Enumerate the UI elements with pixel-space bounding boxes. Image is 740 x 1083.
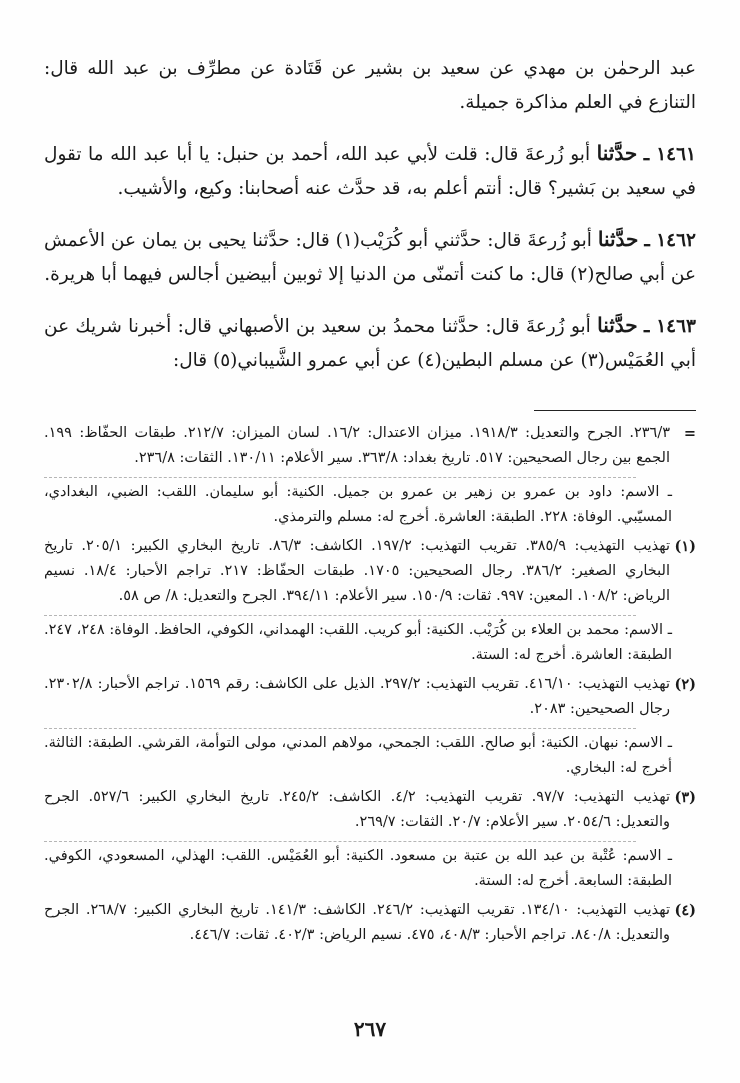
hadith-text: أبو زُرعةَ قال: قلت لأبي عبد الله، أحمد بن حنبل: يا أبا عبد الله ما تقول في سعيد بن بَشير؟ قال: أنتم أعلم به، قد حدَّث عنه أصحابنا: وكيع، والأشيب. bbox=[44, 144, 696, 199]
hadith-keyword: حدَّثنا bbox=[597, 227, 639, 251]
footnote-bio-block bbox=[44, 618, 696, 668]
page-body bbox=[44, 52, 696, 948]
footnote-bio: ـ الاسم: محمد بن العلاء بن كُرَيْب. الكنية: أبو كريب. اللقب: الهمداني، الكوفي، الحافظ. الوفاة: ٢٤٨، ٢٤٧. الطبقة: العاشرة. أخرج له: الستة. bbox=[44, 622, 672, 663]
footnote-bio-block bbox=[44, 480, 696, 530]
hadith-text: أبو زُرعةَ قال: حدَّثنا محمدُ بن سعيد بن الأصبهاني قال: أخبرنا شريك عن أبي العُمَيْس(٣) عن مسلم البطين(٤) عن أبي عمرو الشَّيباني(٥) قال: bbox=[44, 316, 696, 371]
hadith-1463 bbox=[44, 308, 696, 378]
hadith-number: ١٤٦١ ـ bbox=[643, 144, 696, 165]
footnote-refs: تهذيب التهذيب: ٤١٦/١٠. تقريب التهذيب: ٢٩٧/٢. الذيل على الكاشف: رقم ١٥٦٩. تراجم الأحبار: ٢٣٠٢/٨. رجال الصحيحين: ٢٠٨٣. bbox=[44, 676, 671, 717]
footnote-tag: (٣) bbox=[674, 789, 696, 806]
paragraph-continuation: عبد الرحمٰن بن مهدي عن سعيد بن بشير عن قَتَادة عن مطرِّف بن عبد الله قال: التنازع في العلم مذاكرة جميلة. bbox=[44, 58, 696, 113]
footnote-continued bbox=[44, 421, 696, 471]
footnote-1 bbox=[44, 534, 696, 609]
footnote-refs: ٢٣٦/٣. الجرح والتعديل: ١٩١٨/٣. ميزان الاعتدال: ١٦/٢. لسان الميزان: ٢١٢/٧. طبقات الحفّاظ: ١٩٩. الجمع بين رجال الصحيحين: ٥١٧. تاريخ بغداد: ٣٦٣/٨. سير الأعلام: ١٣٠/١١. الثقات: ٢٣٦/٨. bbox=[44, 425, 670, 466]
hadith-keyword: حدَّثنا bbox=[597, 313, 638, 337]
footnote-bio: ـ الاسم: عُتْبة بن عبد الله بن عتبة بن مسعود. الكنية: أبو العُمَيْس. اللقب: الهذلي، المسعودي، الكوفي. الطبقة: السابعة. أخرج له: الستة. bbox=[44, 848, 672, 889]
hadith-1461 bbox=[44, 136, 696, 206]
footnote-bio-block bbox=[44, 844, 696, 894]
footnote-bio: ـ الاسم: نبهان. الكنية: أبو صالح. اللقب: الجمحي، مولاهم المدني، مولى التوأمة، القرشي. الطبقة: الثالثة. أخرج له: البخاري. bbox=[44, 735, 672, 776]
hadith-text: أبو زُرعةَ قال: حدَّثني أبو كُرَيْب(١) قال: حدَّثنا يحيى بن يمان عن الأعمش عن أبي صالح(٢) قال: ما كنت أتمنّى من الدنيا إلا ثوبين أبيضين أجالس فيهما أبا هريرة. bbox=[44, 230, 696, 285]
main-text bbox=[44, 52, 696, 378]
footnote-tag: (٤) bbox=[674, 902, 696, 919]
continuation-mark: = bbox=[683, 425, 696, 442]
footnote-refs: تهذيب التهذيب: ٩٧/٧. تقريب التهذيب: ٤/٢. الكاشف: ٢٤٥/٢. تاريخ البخاري الكبير: ٥٢٧/٦. الجرح والتعديل: ٢٠٥٤/٦. سير الأعلام: ٢٠/٧. الثقات: ٢٦٩/٧. bbox=[44, 789, 670, 830]
footnote-2 bbox=[44, 672, 696, 722]
footnote-tag: (١) bbox=[674, 538, 696, 555]
footnote-refs: تهذيب التهذيب: ٣٨٥/٩. تقريب التهذيب: ١٩٧/٢. الكاشف: ٨٦/٣. تاريخ البخاري الكبير: ٢٠٥/١. تاريخ البخاري الصغير: ٣٨٦/٢. رجال الصحيحين: ١٧٠٥. طبقات الحفّاظ: ٢١٧. تراجم الأحبار: ١٨/٤. نسيم الرياض: ١٠٨/٢. المعين: ٩٩٧. ثقات: ١٥٠/٩. سير الأعلام: ٣٩٤/١١. الجرح والتعديل: ٨/ ص ٥٨. bbox=[44, 538, 670, 604]
footnote-separator bbox=[534, 410, 696, 411]
page-number: ٢٦٧ bbox=[353, 1017, 387, 1041]
footnote-4 bbox=[44, 898, 696, 948]
hadith-keyword: حدَّثنا bbox=[596, 141, 638, 165]
footnote-divider bbox=[44, 615, 636, 616]
footnote-divider bbox=[44, 728, 636, 729]
hadith-1462 bbox=[44, 222, 696, 292]
footnote-divider bbox=[44, 841, 636, 842]
footnote-refs: تهذيب التهذيب: ١٣٤/١٠. تقريب التهذيب: ٢٤٦/٢. الكاشف: ١٤١/٣. تاريخ البخاري الكبير: ٢٦٨/٧. الجرح والتعديل: ٨٤٠/٨. تراجم الأحبار: ٤٠٨/٣، ٤٧٥. نسيم الرياض: ٤٠٢/٣. ثقات: ٤٤٦/٧. bbox=[44, 902, 670, 943]
hadith-number: ١٤٦٢ ـ bbox=[644, 230, 696, 251]
footnote-tag: (٢) bbox=[674, 676, 696, 693]
footnote-3 bbox=[44, 785, 696, 835]
footnote-bio: ـ الاسم: داود بن عمرو بن زهير بن عمرو بن جميل. الكنية: أبو سليمان. اللقب: الضبي، البغدادي، المسيّبي. الوفاة: ٢٢٨. الطبقة: العاشرة. أخرج له: مسلم والترمذي. bbox=[44, 484, 672, 525]
footnotes bbox=[44, 421, 696, 948]
footnote-divider bbox=[44, 477, 636, 478]
footnote-bio-block bbox=[44, 731, 696, 781]
hadith-number: ١٤٦٣ ـ bbox=[643, 316, 696, 337]
